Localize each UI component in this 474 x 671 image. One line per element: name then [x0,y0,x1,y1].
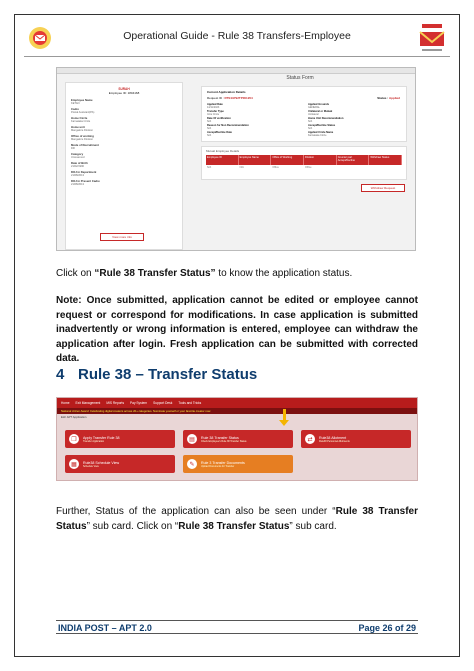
profile-field-label: Cadre [71,107,79,111]
p1-text-1: Click on [56,268,95,279]
page-footer [56,620,418,634]
profile-field [71,107,177,114]
mutual-cell [337,165,370,171]
card-text [83,436,120,443]
postal-logo-icon [26,24,54,52]
profile-field-value: Postal Assistant(PA) [71,111,95,114]
application-detail-label: Applied Date [207,103,223,106]
dashboard-card[interactable] [183,430,293,448]
mutual-column-header: Withdraw Status [369,155,402,165]
application-detail [207,110,300,116]
card-icon: ✎ [187,459,197,469]
profile-field-value: DR [71,147,75,150]
p2-text-3: ” sub card. [289,520,337,532]
mutual-cell: Office [272,166,279,169]
footer-left: INDIA POST – APT 2.0 [58,623,152,633]
profile-field [71,143,177,150]
dashboard-card[interactable] [65,455,175,473]
mutual-column-header: Division [304,155,337,165]
card-subtitle: Check Employee's Rule 38 Transfer Status [201,439,247,443]
profile-field-value: 21/08/2013 [71,183,84,186]
header-title: Operational Guide - Rule 38 Transfers-Employee [123,30,351,42]
card-subtitle: Upload Documents for Transfer [201,464,235,468]
application-detail [308,131,401,137]
application-detail-value: N/A [207,134,212,137]
status-value: Applied [389,96,400,100]
mutual-employee-card [201,146,407,180]
application-detail [308,117,401,123]
application-detail [207,103,300,109]
profile-field-value: Mangalore Division [71,138,94,141]
mutual-column-header: Employee Name [239,155,272,165]
profile-field-label: DOJ in Department [71,170,97,174]
card-icon: ⇄ [305,434,315,444]
section-number: 4 [56,366,65,383]
request-id-value: RTE19792TP001204 [224,96,253,100]
application-detail [308,103,401,109]
mutual-table-header [206,155,402,165]
profile-field [71,116,177,123]
profile-field-label: Office of working [71,134,94,138]
card-icon: ▤ [187,434,197,444]
nav-item[interactable]: Tools and Tricks [178,401,202,405]
ticker-text: National citizen Award: Celebrating digital creators across 20+ categories. Nominate yourself or your favorite creator now [61,409,211,413]
profile-field-value: Karnataka Circle [71,120,91,123]
breadcrumb: ELF APT Application [61,415,87,419]
card-title: Rule38 Schedule View [83,460,120,465]
mutual-employee-heading: Mutual Employee Details [206,149,240,153]
section-title: Rule 38 – Transfer Status [78,366,258,383]
application-detail-label: Home Unit Recommendation [308,117,344,120]
card-title: Rule 3 Transfer Documents [201,460,245,465]
profile-field-label: Home unit [71,125,85,129]
dashboard-card[interactable] [65,430,175,448]
status-form-title: Status Form [286,75,314,81]
view-more-info-button[interactable]: View more info [100,233,144,241]
profile-field [71,152,177,159]
application-detail-value: N/A [308,127,313,130]
application-detail-value: N/A [207,120,212,123]
profile-field [71,170,177,177]
current-application-heading: Current Application Details [207,90,246,94]
dashboard-nav [57,398,417,408]
p2-bold-1: Rule 38 Transfer Status [56,506,419,532]
profile-field-value: Unreserved [71,156,85,159]
profile-field [71,134,177,141]
profile-field-label: DOJ in Present Cadre [71,179,100,183]
request-id-label: Request ID : [207,96,224,100]
nav-item[interactable]: Home [61,401,70,405]
application-detail-value: 14/11/2023 [207,106,220,109]
nav-item[interactable]: MIS Reports [106,401,125,405]
profile-field [71,161,177,168]
card-icon: ▦ [69,459,79,469]
nav-item[interactable]: Pay System [130,401,148,405]
nav-item[interactable]: Support Desk [153,401,173,405]
profile-field-label: Home Circle [71,116,88,120]
status-form-screenshot [56,67,416,251]
dashboard-screenshot [56,397,418,481]
card-text [201,436,247,443]
profile-field-label: Mode of Recruitment [71,143,99,147]
application-detail-value: GENERAL [308,106,320,109]
withdraw-request-button[interactable]: Withdraw Request [361,184,405,192]
application-detail [207,117,300,123]
header-rule [24,56,450,57]
profile-field-value: 21/02/1990 [71,165,84,168]
profile-field-value: Mangalore Division [71,129,94,132]
mutual-column-header: Employee ID [206,155,239,165]
employee-name-heading: SURAH [118,87,130,91]
profile-field-label: Employee Name [71,98,93,102]
p1-bold: “Rule 38 Transfer Status” [94,268,216,279]
profile-field-value: 21/08/2013 [71,174,84,177]
card-subtitle: Schedule View [83,464,99,468]
card-title: Apply Transfer Rule 38 [83,435,120,440]
card-subtitle: Transfer Application [83,439,105,443]
application-detail-label: Unilateral or Mutual [308,110,333,113]
instruction-paragraph [56,267,418,281]
india-post-logo-icon [416,22,448,56]
further-paragraph [56,505,418,534]
application-detail [207,131,300,137]
application-detail-label: Applied Circle Name [308,131,334,134]
application-detail-value: Unilateral [308,113,319,116]
mutual-cell [369,165,402,171]
p2-text-2: ” sub card. Click on “ [86,520,179,532]
application-detail-label: Applied Grounds [308,103,330,106]
card-text [83,461,119,468]
application-detail-value: N/A [308,120,313,123]
application-detail-label: Accept/Decline Status [308,124,336,127]
mutual-cell: N/A [207,166,212,169]
card-subtitle: Rule38 Personnel Allotments [319,439,350,443]
status-label: Status : [377,96,389,100]
mutual-column-header: Office of Working [271,155,304,165]
note-paragraph: Note: Once submitted, application cannot be edited or employee cannot request or correspond for modifications. In case application is submitted inadvertently or wrong information is entered, employee can withdraw the application after login. Fresh application can be submitted with corrected data. [56,295,418,365]
mutual-cell: Office [305,166,312,169]
application-detail-value: Intra Circle [207,113,220,116]
profile-field [71,125,177,132]
mutual-cell: N/A [239,166,244,169]
nav-item[interactable]: Exit Management [75,401,101,405]
application-detail-label: Accept/Decline Date [207,131,232,134]
application-detail [207,124,300,130]
footer-page-number: Page 26 of 29 [358,623,416,633]
application-detail-label: Reason for Non Recommendation [207,124,249,127]
current-application-card [201,86,407,142]
employee-id: Employee ID: 1804168 [108,91,140,95]
application-detail-label: Transfer Type [207,110,224,113]
section-heading [56,366,257,383]
mutual-table-row [206,165,402,171]
p2-bold-2: Rule 38 Transfer Status [178,520,290,532]
request-id-line [207,96,401,100]
application-detail-value: N/A [207,127,212,130]
card-text [201,461,245,468]
mutual-column-header: Counter part Accept/Decline [337,155,370,165]
card-title: Rule 38 Transfer Status [201,435,239,440]
profile-field-value: KETAN [71,102,80,105]
profile-field-label: Date of Birth [71,161,88,165]
p1-text-2: to know the application status. [215,268,353,279]
card-icon: ❐ [69,434,79,444]
status-line [377,96,400,100]
dashboard-card[interactable] [183,455,293,473]
dashboard-card[interactable] [301,430,411,448]
card-title: Rule38 Allotment [319,435,347,440]
application-detail-value: Karnataka Circle [308,134,327,137]
application-detail [308,110,401,116]
status-form-panel [189,75,411,250]
application-detail-label: Date Of verification [207,117,231,120]
p2-text-1: Further, Status of the application can also be seen under “ [56,506,336,517]
application-detail [308,124,401,130]
profile-field [71,98,177,105]
card-text [319,436,350,443]
profile-field [71,179,177,186]
employee-profile-panel [65,82,183,250]
profile-field-label: Category [71,152,84,156]
browser-bar [57,68,415,74]
